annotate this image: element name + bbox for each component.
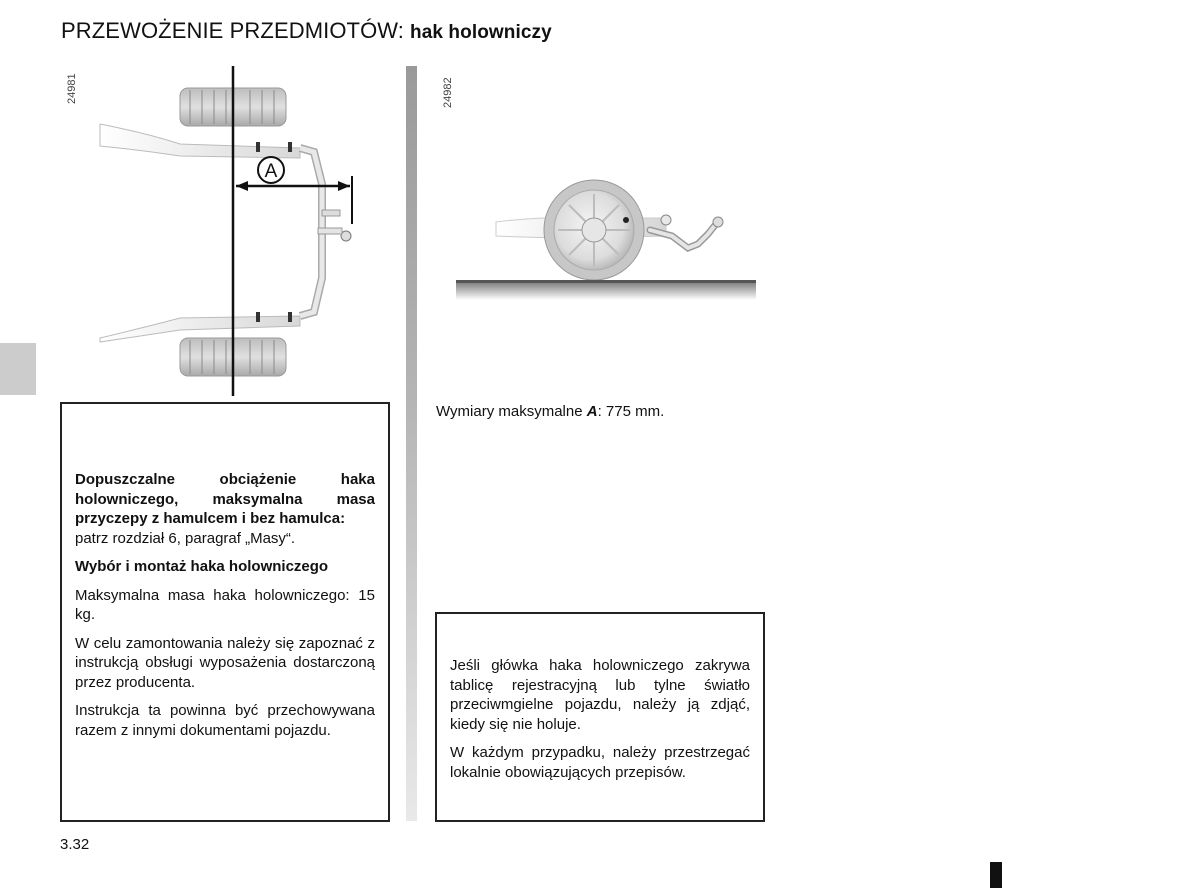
- page-edge-marker: [990, 862, 1002, 888]
- installation-text: W celu zamontowania należy się zapoznać z instrukcją obsługi wyposażenia dostarczoną przez producenta.: [75, 634, 375, 691]
- towbar-side-diagram: [436, 66, 766, 316]
- figure-number-2: 24982: [442, 77, 454, 108]
- max-mass-text: Maksymalna masa haka holowniczego: 15 kg.: [75, 586, 375, 623]
- page-title: [61, 18, 552, 44]
- figure-number: 24981: [66, 73, 78, 104]
- warning-box: [435, 612, 765, 822]
- load-heading: Dopuszczalne obciążenie haka holowniczego, maksymalna masa przyczepy z hamulcem i bez hamulca:: [75, 471, 375, 527]
- caption-suffix: : 775 mm.: [597, 403, 665, 420]
- figure-towbar-top-view: [60, 64, 400, 398]
- dimension-caption: [436, 403, 664, 420]
- caption-prefix: Wymiary maksymalne: [436, 403, 587, 420]
- figure-towbar-side-view: [436, 66, 766, 316]
- install-heading: Wybór i montaż haka holowniczego: [75, 558, 329, 575]
- warning-text-2: W każdym przypadku, należy przestrzegać lokalnie obowiązujących przepisów.: [450, 744, 750, 781]
- marker-a-label: A: [264, 161, 278, 182]
- storage-text: Instrukcja ta powinna być przechowywana razem z innymi dokumentami pojazdu.: [75, 702, 375, 739]
- load-reference: patrz rozdział 6, paragraf „Masy“.: [75, 529, 296, 547]
- towbar-top-diagram: [60, 64, 400, 398]
- caption-label: A: [586, 403, 598, 420]
- warning-text-1: Jeśli główka haka holowniczego zakrywa tablicę rejestracyjną lub tylne światło przeciwmgielne pojazdu, należy ją zdjąć, kiedy się nie holuje.: [450, 657, 750, 733]
- title-main: PRZEWOŻENIE PRZEDMIOTÓW:: [61, 18, 404, 43]
- column-divider: [406, 66, 417, 821]
- chapter-tab: [0, 343, 36, 395]
- towbar-info-box: [60, 402, 390, 822]
- page-number: 3.32: [60, 836, 90, 853]
- title-subtitle: hak holowniczy: [410, 22, 552, 43]
